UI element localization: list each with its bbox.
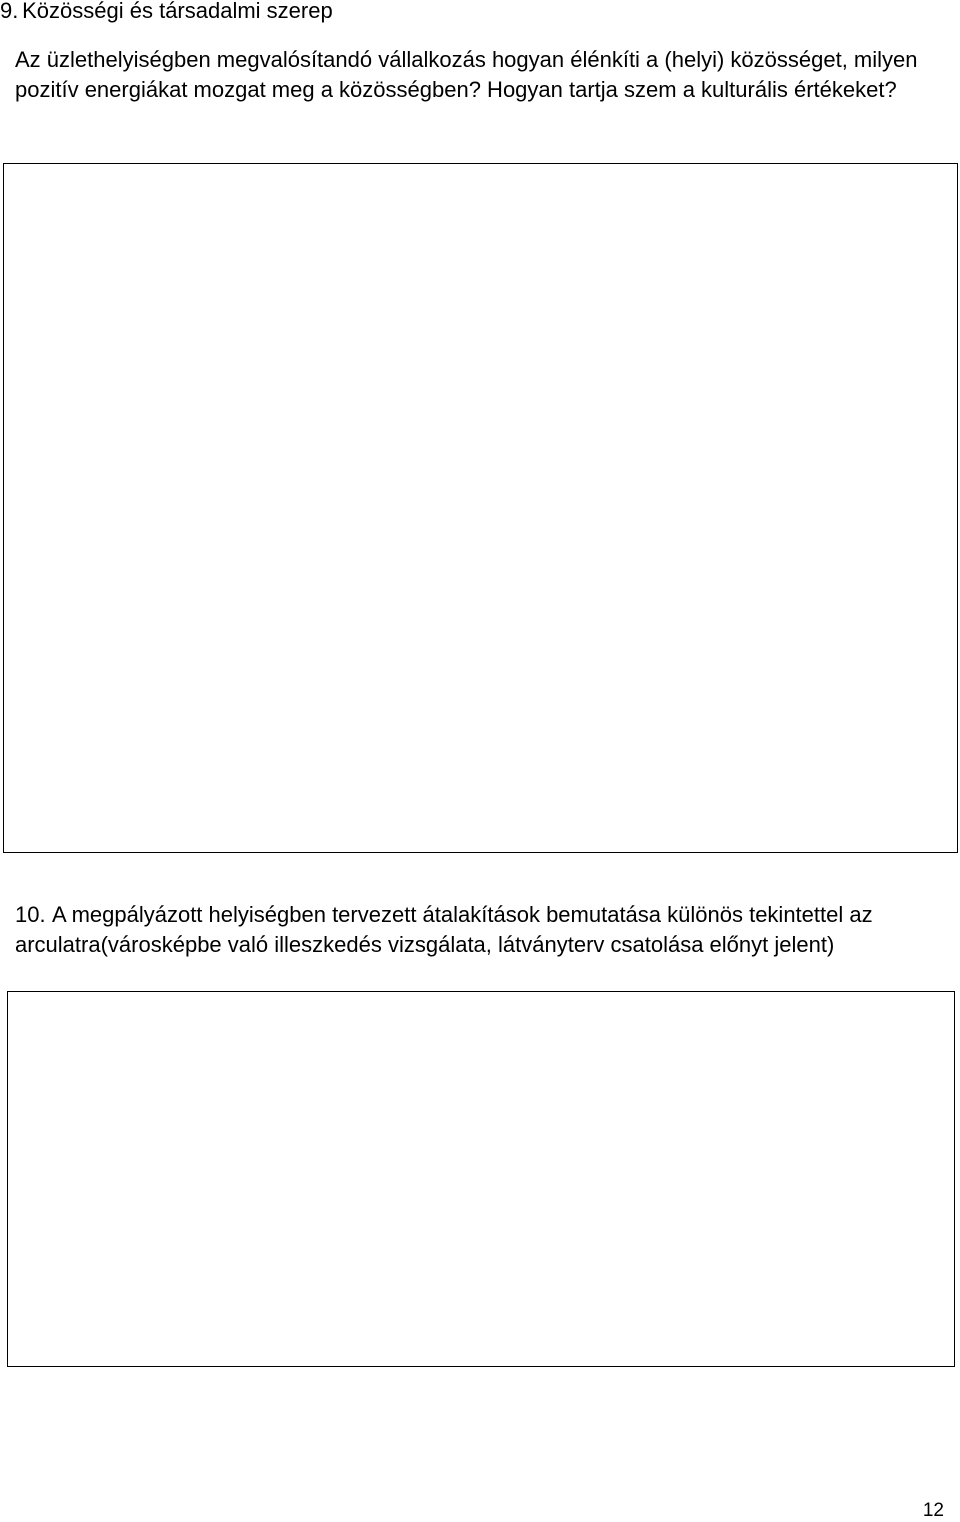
page-number: 12 [922, 1500, 944, 1521]
section-10-question-block [15, 900, 955, 959]
section-9-question: Az üzlethelyiségben megvalósítandó vállalkozás hogyan élénkíti a (helyi) közösséget, milyen pozitív energiákat mozgat meg a közösségben? Hogyan tartja szem a kulturális értékeket? [15, 47, 918, 102]
section-9-title: Közösségi és társadalmi szerep [22, 0, 333, 23]
section-10-answer-box[interactable] [7, 991, 955, 1367]
section-9-heading [0, 0, 333, 25]
section-10-question: A megpályázott helyiségben tervezett átalakítások bemutatása különös tekintettel az arculatra(városképbe való illeszkedés vizsgálata, látványterv csatolása előnyt jelent) [15, 902, 873, 957]
section-10-number: 10. [15, 902, 46, 927]
section-9-number: 9. [0, 0, 19, 23]
section-9-answer-box[interactable] [3, 163, 958, 853]
